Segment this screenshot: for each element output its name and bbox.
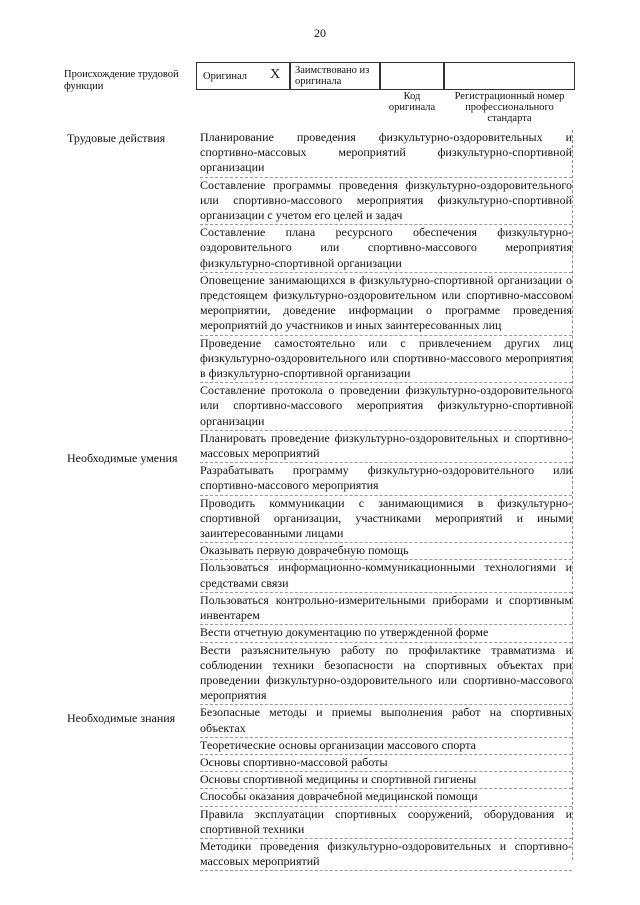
content-column (200, 130, 572, 871)
knowledge-item: Безопасные методы и приемы выполнения работ на спортивных объектах (200, 705, 572, 737)
knowledge-item: Теоретические основы организации массового спорта (200, 738, 572, 755)
original-cell (196, 62, 290, 90)
action-item: Составление протокола о проведении физкультурно-оздоровительного или спортивно-массового мероприятия физкультурно-спортивной организации (200, 383, 572, 431)
original-mark: X (270, 67, 281, 82)
borrowed-label: Заимствовано из оригинала (295, 65, 370, 87)
borrowed-cell (290, 62, 380, 90)
origin-label: Происхождение трудовой функции (64, 69, 179, 92)
original-label: Оригинал (203, 71, 247, 82)
reg-number-cell (444, 62, 575, 90)
knowledge-item: Правила эксплуатации спортивных сооружений, оборудования и спортивной техники (200, 807, 572, 839)
skill-item: Пользоваться контрольно-измерительными приборами и спортивным инвентарем (200, 593, 572, 625)
skill-item: Вести разъяснительную работу по профилактике травматизма и соблюдении техники безопасности на спортивных объектах при проведении физкультурно-оздоровительного или спортивно-массового мероприятия (200, 643, 572, 706)
skill-item: Вести отчетную документацию по утвержденной форме (200, 625, 572, 642)
action-item: Проведение самостоятельно или с привлечением других лиц физкультурно-оздоровительного или спортивно-массового мероприятия в физкультурно-спортивной организации (200, 336, 572, 384)
skill-item: Проводить коммуникации с занимающимися в физкультурно-спортивной организации, участниками мероприятий и иными заинтересованными лицами (200, 496, 572, 544)
skill-item: Разрабатывать программу физкультурно-оздоровительного или спортивно-массового мероприятия (200, 463, 572, 495)
action-item: Составление плана ресурсного обеспечения физкультурно-оздоровительного или спортивно-массового мероприятия физкультурно-спортивной организации (200, 225, 572, 273)
table-right-border (572, 130, 573, 860)
action-item: Оповещение занимающихся в физкультурно-спортивной организации о предстоящем физкультурно-оздоровительном или спортивно-массовом мероприятии, доведение информации о программе проведения мероприятий до участников и иных заинтересованных лиц (200, 273, 572, 336)
code-label: Код оригинала (388, 91, 436, 113)
skill-item: Оказывать первую доврачебную помощь (200, 543, 572, 560)
code-cell (380, 62, 444, 90)
skill-item: Пользоваться информационно-коммуникационными технологиями и средствами связи (200, 560, 572, 592)
section-label-skills: Необходимые умения (67, 451, 178, 465)
knowledge-item: Основы спортивной медицины и спортивной гигиены (200, 772, 572, 789)
action-item: Составление программы проведения физкультурно-оздоровительного или спортивно-массового мероприятия физкультурно-спортивной организации с учетом его целей и задач (200, 178, 572, 226)
knowledge-item: Способы оказания доврачебной медицинской помощи (200, 789, 572, 806)
section-label-knowledge: Необходимые знания (67, 711, 176, 725)
section-label-actions: Трудовые действия (67, 131, 166, 145)
skill-item: Планировать проведение физкультурно-оздоровительных и спортивно-массовых мероприятий (200, 431, 572, 463)
action-item: Планирование проведения физкультурно-оздоровительных и спортивно-массовых мероприятий физкультурно-спортивной организации (200, 130, 572, 178)
page-number: 20 (314, 26, 326, 40)
knowledge-item: Методики проведения физкультурно-оздоровительных и спортивно-массовых мероприятий (200, 839, 572, 871)
knowledge-item: Основы спортивно-массовой работы (200, 755, 572, 772)
reg-number-label: Регистрационный номер профессионального стандарта (454, 91, 565, 124)
